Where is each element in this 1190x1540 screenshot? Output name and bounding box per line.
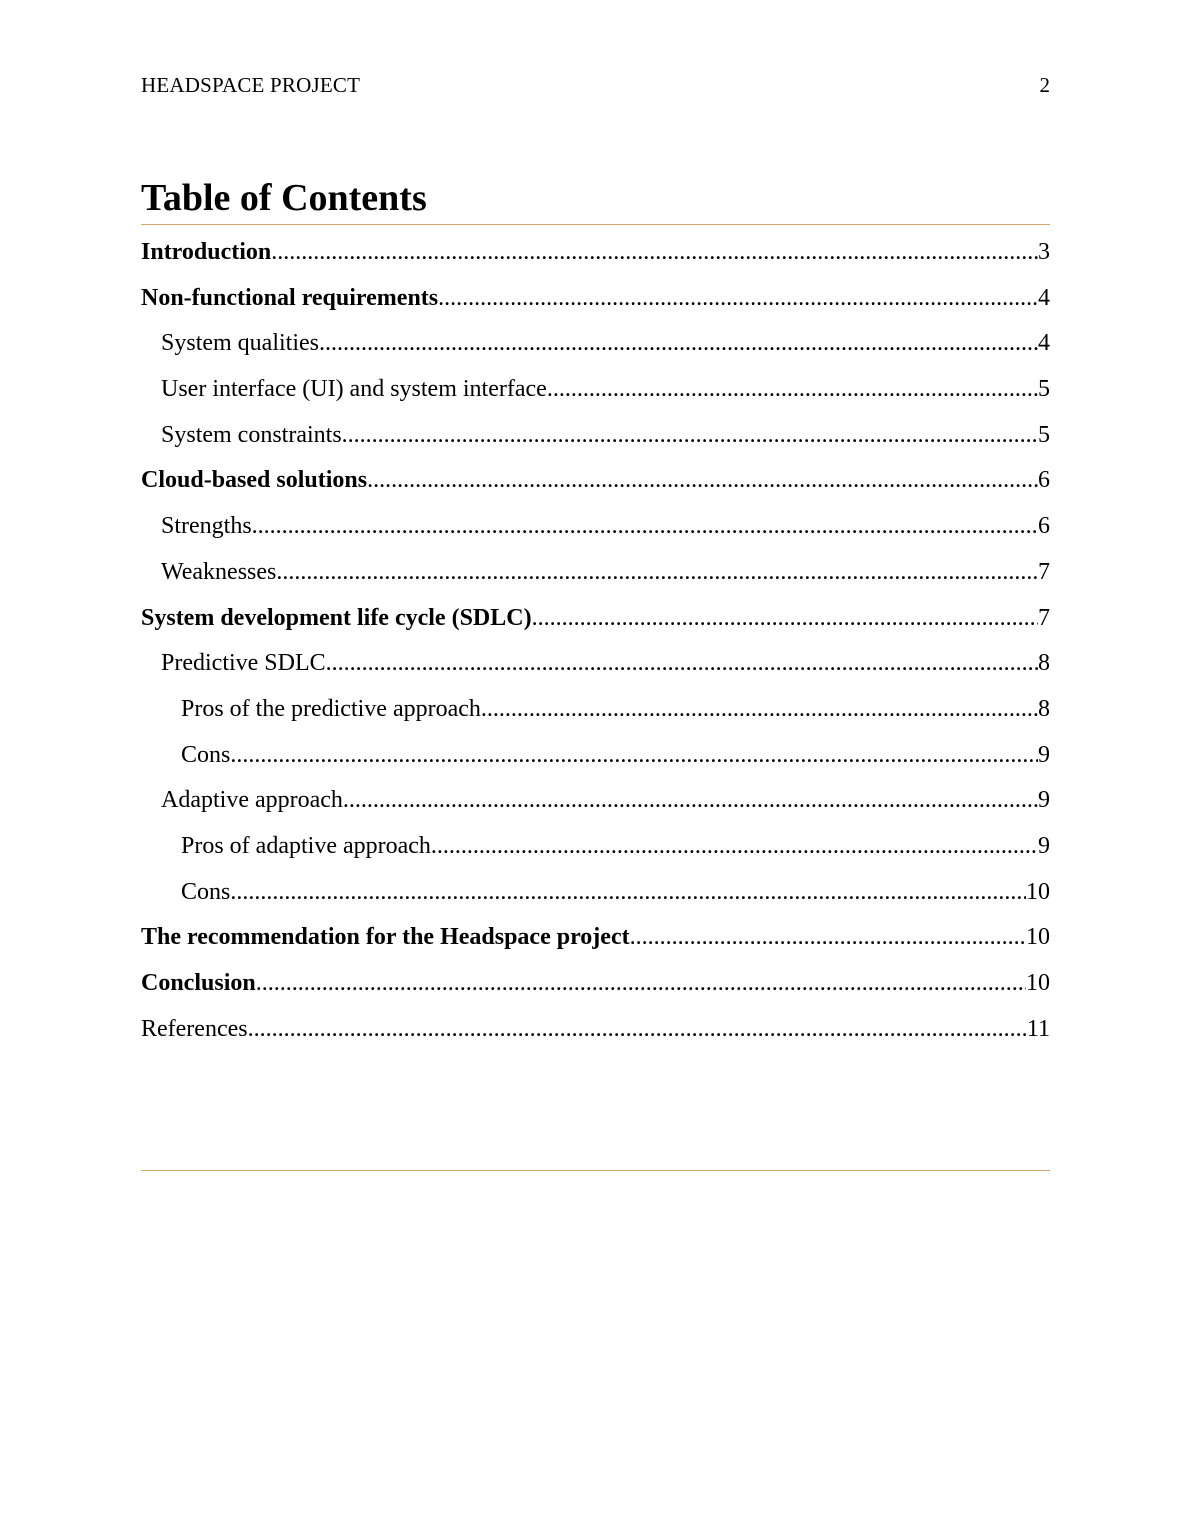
toc-dot-leader (230, 733, 1038, 779)
toc-entry-label: Pros of adaptive approach (181, 832, 431, 859)
toc-entry-label: Cons (181, 878, 231, 905)
toc-entry-label: Conclusion (141, 970, 256, 996)
toc-entry-page: 3 (1038, 239, 1050, 265)
toc-dot-leader (326, 641, 1038, 687)
toc-dot-leader (319, 321, 1038, 367)
toc-entry-cloud-based-solutions[interactable] (141, 458, 1050, 504)
toc-entry-page: 6 (1038, 513, 1050, 540)
toc-entry-pros-predictive[interactable] (141, 687, 1050, 733)
toc-dot-leader (532, 596, 1038, 642)
toc-entry-page: 7 (1038, 604, 1050, 631)
toc-entry-page: 4 (1038, 284, 1050, 311)
toc-entry-label: System constraints (161, 421, 342, 448)
toc-entry-predictive-sdlc[interactable] (141, 641, 1050, 687)
toc-entry-label: Strengths (161, 513, 252, 540)
toc-entry-label: Non-functional requirements (141, 284, 439, 311)
toc-entry-system-constraints[interactable] (141, 413, 1050, 459)
toc-entry-label: System development life cycle (SDLC) (141, 604, 532, 631)
toc-entry-label: References (141, 1015, 248, 1042)
toc-entry-non-functional-requirements[interactable] (141, 276, 1050, 322)
toc-entry-page: 5 (1038, 421, 1050, 448)
toc-entry-strengths[interactable] (141, 504, 1050, 550)
toc-dot-leader (248, 1007, 1027, 1053)
toc-dot-leader (256, 961, 1026, 1007)
toc-entry-page: 6 (1038, 467, 1050, 494)
toc-list (141, 230, 1050, 1052)
toc-entry-page: 10 (1026, 970, 1050, 996)
toc-entry-label: Introduction (141, 239, 272, 265)
toc-entry-label: Adaptive approach (161, 787, 343, 814)
toc-dot-leader (343, 778, 1038, 824)
toc-entry-pros-adaptive[interactable] (141, 824, 1050, 870)
toc-entry-page: 10 (1026, 924, 1050, 951)
toc-entry-label: Predictive SDLC (161, 650, 326, 677)
toc-entry-page: 11 (1026, 1015, 1050, 1042)
toc-entry-page: 9 (1038, 741, 1050, 768)
toc-dot-leader (230, 870, 1026, 916)
toc-entry-page: 9 (1038, 787, 1050, 814)
title-rule (141, 224, 1050, 225)
toc-dot-leader (431, 824, 1038, 870)
page-number: 2 (1039, 73, 1050, 97)
toc-entry-page: 8 (1038, 695, 1050, 722)
toc-dot-leader (547, 367, 1038, 413)
toc-dot-leader (481, 687, 1038, 733)
toc-dot-leader (271, 230, 1038, 276)
toc-entry-system-qualities[interactable] (141, 321, 1050, 367)
toc-entry-adaptive-approach[interactable] (141, 778, 1050, 824)
toc-dot-leader (276, 550, 1038, 596)
running-head-title: HEADSPACE PROJECT (141, 73, 361, 97)
toc-entry-introduction[interactable] (141, 230, 1050, 276)
toc-entry-label: Pros of the predictive approach (181, 695, 481, 722)
toc-entry-label: The recommendation for the Headspace project (141, 924, 630, 951)
toc-entry-page: 8 (1038, 650, 1050, 677)
toc-entry-sdlc[interactable] (141, 596, 1050, 642)
toc-entry-recommendation[interactable] (141, 915, 1050, 961)
toc-title: Table of Contents (141, 177, 427, 219)
toc-entry-page: 9 (1038, 832, 1050, 859)
toc-entry-page: 5 (1038, 376, 1050, 403)
toc-dot-leader (252, 504, 1038, 550)
toc-entry-cons-adaptive[interactable] (141, 870, 1050, 916)
toc-entry-user-interface[interactable] (141, 367, 1050, 413)
toc-entry-page: 4 (1038, 330, 1050, 357)
toc-entry-label: Weaknesses (161, 558, 277, 585)
toc-entry-weaknesses[interactable] (141, 550, 1050, 596)
toc-entry-cons-predictive[interactable] (141, 733, 1050, 779)
toc-entry-page: 10 (1026, 878, 1050, 905)
toc-entry-label: Cloud-based solutions (141, 467, 368, 494)
toc-dot-leader (342, 413, 1038, 459)
toc-dot-leader (438, 276, 1038, 322)
running-head (141, 72, 1050, 98)
toc-dot-leader (630, 915, 1026, 961)
toc-entry-references[interactable] (141, 1007, 1050, 1053)
toc-entry-label: Cons (181, 741, 231, 768)
toc-entry-label: System qualities (161, 330, 319, 357)
footer-rule (141, 1170, 1050, 1171)
toc-dot-leader (367, 458, 1038, 504)
toc-entry-label: User interface (UI) and system interface (161, 376, 547, 403)
toc-entry-page: 7 (1038, 558, 1050, 585)
toc-entry-conclusion[interactable] (141, 961, 1050, 1007)
